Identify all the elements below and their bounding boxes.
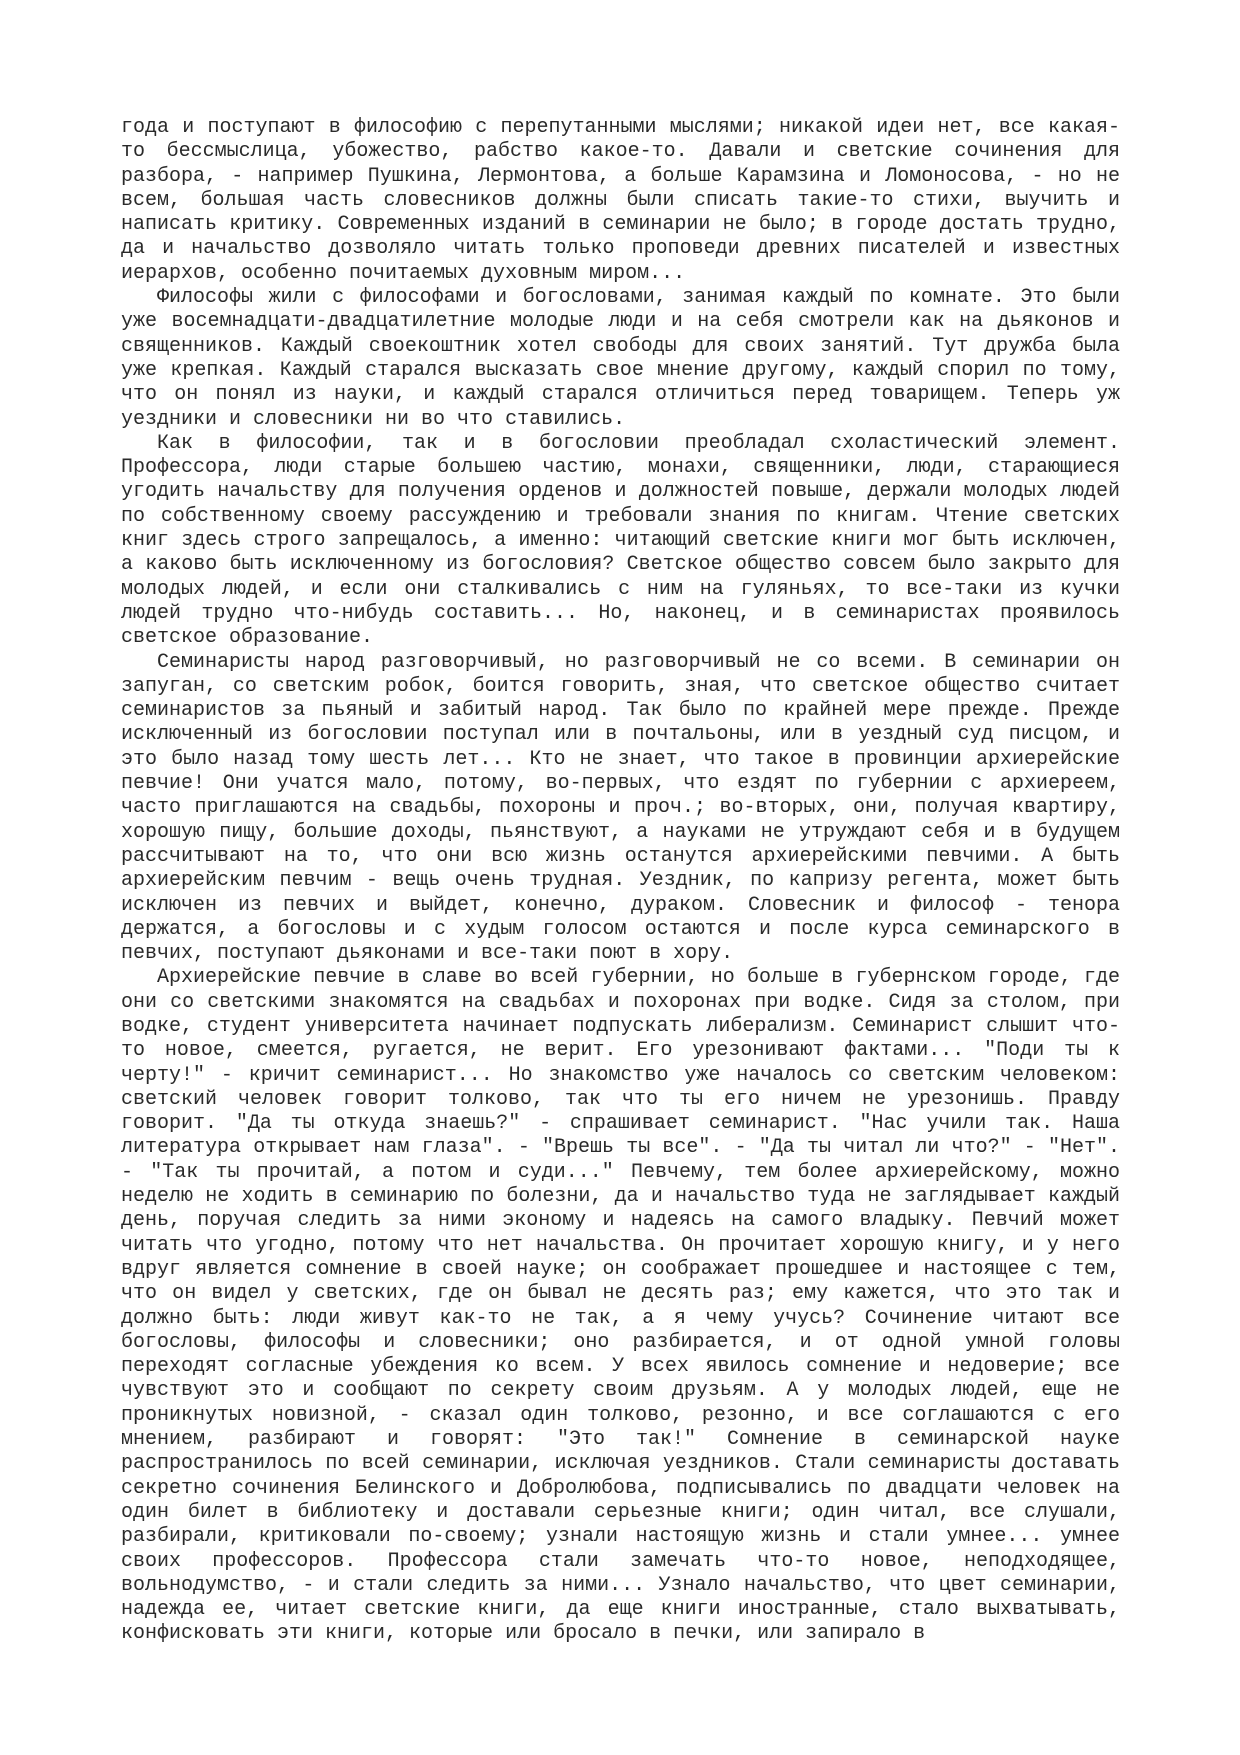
paragraph-philosophers: Философы жили с философами и богословами, занимая каждый по комнате. Это были уже восемнадцати-двадцатилетние молодые люди и на себя смотрели как на дьяконов и священников. Каждый своекоштник хотел свободы для своих занятий. Тут дружба была уже крепкая. Каждый старался высказать свое мнение другому, каждый спорил по тому, что он понял из науки, и каждый старался отличиться перед товарищем. Теперь уж уездники и словесники ни во что ставились. [121, 286, 1120, 431]
paragraph-continued: года и поступают в философию с перепутанными мыслями; никакой идеи нет, все какая-то бессмыслица, убожество, рабство какое-то. Давали и светские сочинения для разбора, - например Пушкина, Лермонтова, а больше Карамзина и Ломоносова, - но не всем, большая часть словесников должны были списать такие-то стихи, выучить и написать критику. Современных изданий в семинарии не было; в городе достать трудно, да и начальство дозволяло читать только проповеди древних писателей и известных иерархов, особенно почитаемых духовным миром... [121, 116, 1120, 285]
document-page [121, 116, 1120, 1647]
paragraph-seminarists: Семинаристы народ разговорчивый, но разговорчивый не со всеми. В семинарии он запуган, со светским робок, боится говорить, зная, что светское общество считает семинаристов за пьяный и забитый народ. Так было по крайней мере прежде. Прежде исключенный из богословии поступал или в почтальоны, или в уездный суд писцом, и это было назад тому шесть лет... Кто не знает, что такое в провинции архиерейские певчие! Они учатся мало, потому, во-первых, что ездят по губернии с архиереем, часто приглашаются на свадьбы, похороны и проч.; во-вторых, они, получая квартиру, хорошую пищу, большие доходы, пьянствуют, а науками не утруждают себя и в будущем рассчитывают на то, что они всю жизнь останутся архиерейскими певчими. А быть архиерейским певчим - вещь очень трудная. Уездник, по капризу регента, может быть исключен из певчих и выйдет, конечно, дураком. Словесник и философ - тенора держатся, а богословы и с худым голосом остаются и после курса семинарского в певчих, поступают дьяконами и все-таки поют в хору. [121, 650, 1120, 966]
paragraph-scholasticism: Как в философии, так и в богословии преобладал схоластический элемент. Профессора, люди старые большею частию, монахи, священники, люди, старающиеся угодить начальству для получения орденов и должностей повыше, держали молодых людей по собственному своему рассуждению и требовали знания по книгам. Чтение светских книг здесь строго запрещалось, а именно: читающий светские книги мог быть исключен, а каково быть исключенному из богословия? Светское общество совсем было закрыто для молодых людей, и если они сталкивались с ним на гуляньях, то все-таки из кучки людей трудно что-нибудь составить... Но, наконец, и в семинаристах проявилось светское образование. [121, 431, 1120, 650]
paragraph-bishops-choir: Архиерейские певчие в славе во всей губернии, но больше в губернском городе, где они со светскими знакомятся на свадьбах и похоронах при водке. Сидя за столом, при водке, студент университета начинает подпускать либерализм. Семинарист слышит что-то новое, смеется, ругается, не верит. Его урезонивают фактами... "Поди ты к черту!" - кричит семинарист... Но знакомство уже началось со светским человеком: светский человек говорит толково, так что ты его ничем не урезонишь. Правду говорит. "Да ты откуда знаешь?" - спрашивает семинарист. "Нас учили так. Наша литература открывает нам глаза". - "Врешь ты все". - "Да ты читал ли что?" - "Нет". - "Так ты прочитай, а потом и суди..." Певчему, тем более архиерейскому, можно неделю не ходить в семинарию по болезни, да и начальство туда не заглядывает каждый день, поручая следить за ними эконому и надеясь на самого владыку. Певчий может читать что угодно, потому что нет начальства. Он прочитает хорошую книгу, и у него вдруг является сомнение в своей науке; он соображает прошедшее и настоящее с тем, что он видел у светских, где он бывал не десять раз; ему кажется, что это так и должно быть: люди живут как-то не так, а я чему учусь? Сочинение читают все богословы, философы и словесники; оно разбирается, и от одной умной головы переходят согласные убеждения ко всем. У всех явилось сомнение и недоверие; все чувствуют это и сообщают по секрету своим друзьям. А у молодых людей, еще не проникнутых новизной, - сказал один толково, резонно, и все соглашаются с его мнением, разбирают и говорят: "Это так!" Сомнение в семинарской науке распространилось по всей семинарии, исключая уездников. Стали семинаристы доставать секретно сочинения Белинского и Добролюбова, подписывались по двадцати человек на один билет в библиотеку и доставали серьезные книги; один читал, все слушали, разбирали, критиковали по-своему; узнали настоящую жизнь и стали умнее... умнее своих профессоров. Профессора стали замечать что-то новое, неподходящее, вольнодумство, - и стали следить за ними... Узнало начальство, что цвет семинарии, надежда ее, читает светские книги, да еще книги иностранные, стало выхватывать, конфисковать эти книги, которые или бросало в печки, или запирало в [121, 966, 1120, 1646]
